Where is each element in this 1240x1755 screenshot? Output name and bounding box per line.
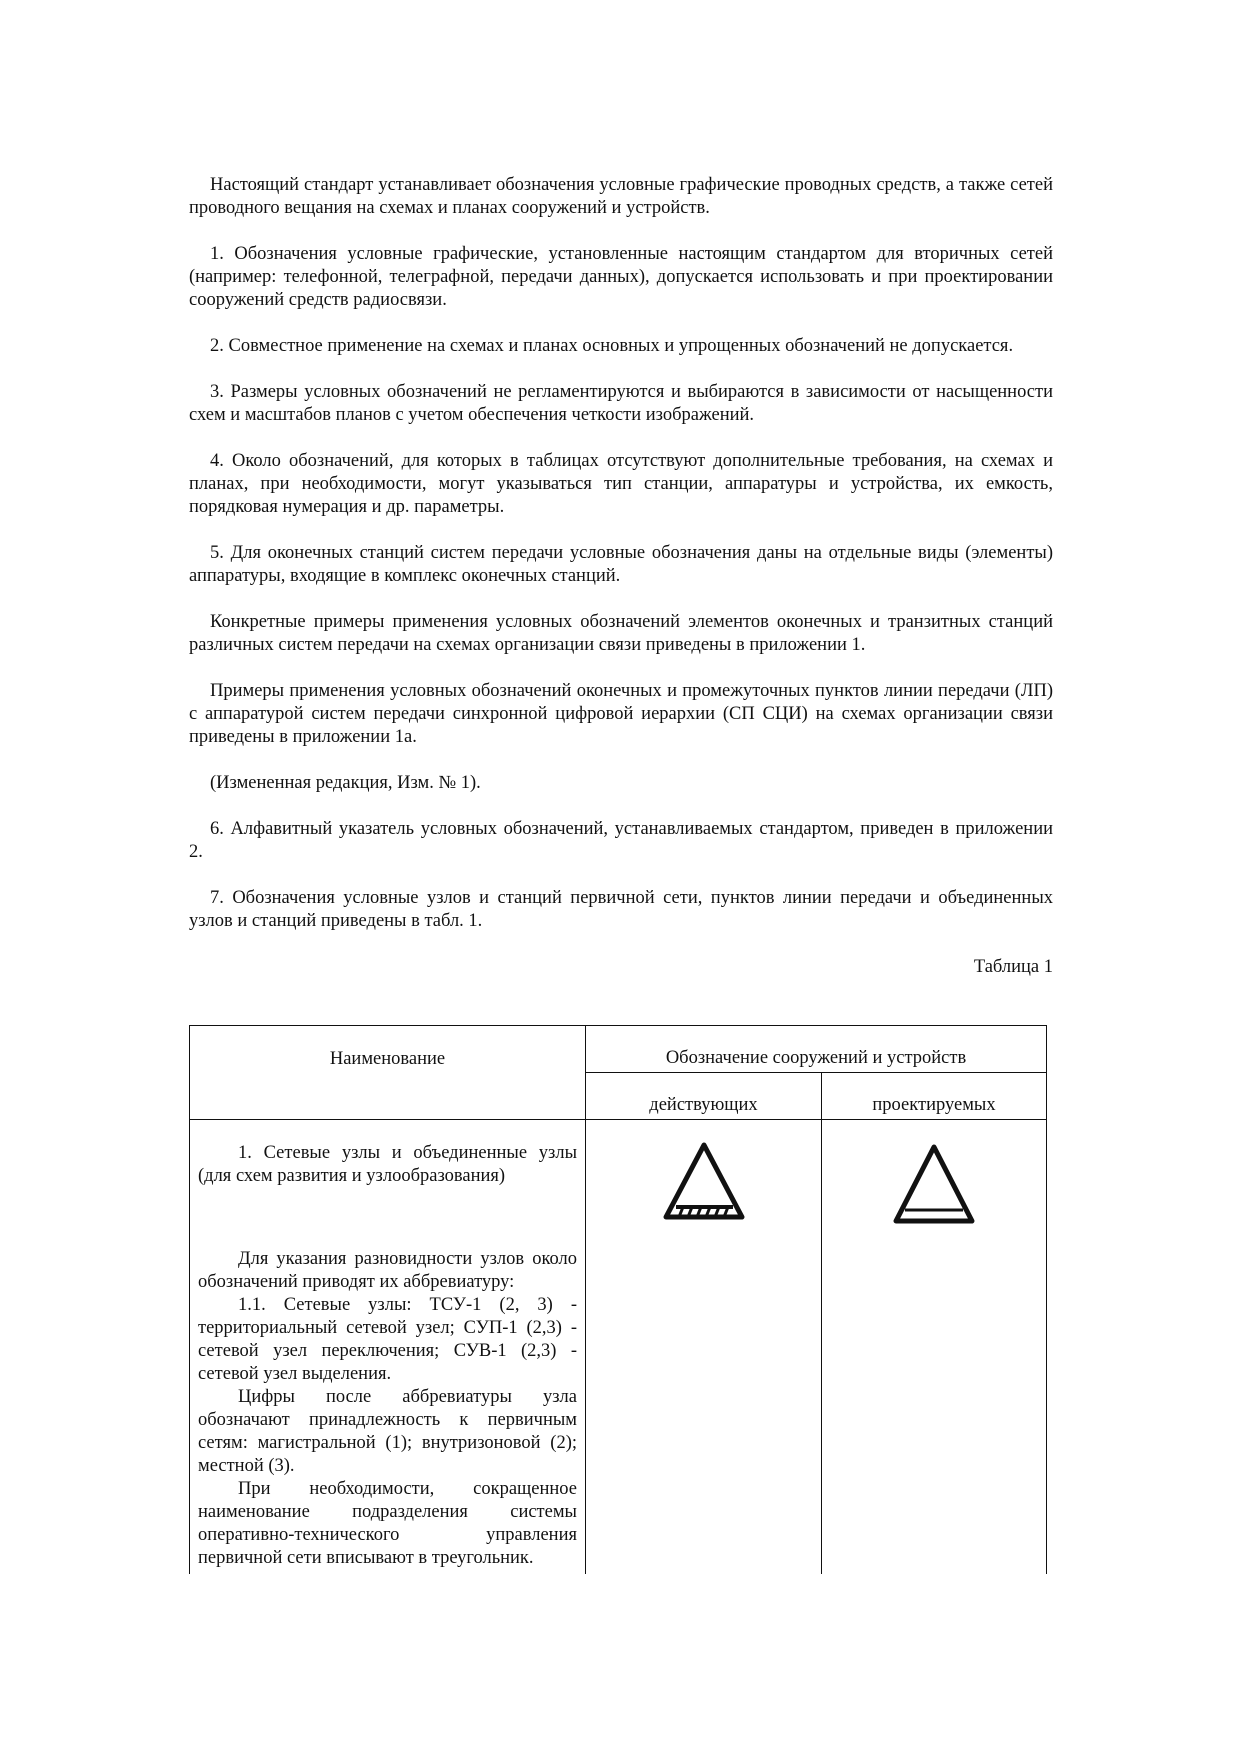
paragraph-2: 2. Совместное применение на схемах и планах основных и упрощенных обозначений не допускается.: [210, 336, 1014, 356]
paragraph-examples-sdh: Примеры применения условных обозначений оконечных и промежуточных пунктов линии передачи (ЛП) с аппаратурой систем передачи синхронной цифровой иерархии (СП СЦИ) на схемах организации связи приведены в приложении 1а.: [189, 681, 1053, 747]
row1-note: 1.1. Сетевые узлы: ТСУ-1 (2, 3) - территориальный сетевой узел; СУП-1 (2,3) - сетевой узел переключения; СУВ-1 (2,3) - сетевой узел выделения.: [198, 1295, 577, 1384]
existing-node-triangle-icon: [659, 1140, 749, 1230]
header-planned: проектируемых: [822, 1073, 1047, 1120]
paragraph-1: 1. Обозначения условные графические, установленные настоящим стандартом для вторичных сетей (например: телефонной, телеграфной, передачи данных), допускается использовать и при проектировании сооружений средств радиосвязи.: [189, 244, 1053, 310]
row1-note: Для указания разновидности узлов около обозначений приводят их аббревиатуру:: [198, 1249, 577, 1292]
table-row: [190, 1120, 1047, 1575]
table-caption: Таблица 1: [973, 957, 1053, 977]
symbols-table: [189, 1025, 1047, 1574]
paragraph-amendment: (Измененная редакция, Изм. № 1).: [210, 773, 481, 793]
paragraph-3: 3. Размеры условных обозначений не регламентируются и выбираются в зависимости от насыщенности схем и масштабов планов с учетом обеспечения четкости изображений.: [189, 382, 1053, 425]
paragraph-5: 5. Для оконечных станций систем передачи условные обозначения даны на отдельные виды (элементы) аппаратуры, входящие в комплекс оконечных станций.: [189, 543, 1053, 586]
document-body: [189, 174, 1053, 1002]
header-existing: действующих: [586, 1073, 822, 1120]
planned-node-triangle-icon: [889, 1142, 979, 1232]
row1-note: При необходимости, сокращенное наименование подразделения системы оперативно-технического управления первичной сети вписывают в треугольник.: [198, 1479, 577, 1568]
header-designation: Обозначение сооружений и устройств: [586, 1026, 1047, 1073]
paragraph-7: 7. Обозначения условные узлов и станций первичной сети, пунктов линии передачи и объединенных узлов и станций приведены в табл. 1.: [189, 888, 1053, 931]
header-name: Наименование: [190, 1026, 586, 1120]
paragraph-4: 4. Около обозначений, для которых в таблицах отсутствуют дополнительные требования, на схемах и планах, при необходимости, могут указываться тип станции, аппаратуры и устройства, их емкость, порядковая нумерация и др. параметры.: [189, 451, 1053, 517]
paragraph-6: 6. Алфавитный указатель условных обозначений, устанавливаемых стандартом, приведен в приложении 2.: [189, 819, 1053, 862]
row1-title: 1. Сетевые узлы и объединенные узлы (для схем развития и узлообразования): [198, 1143, 577, 1186]
paragraph-intro: Настоящий стандарт устанавливает обозначения условные графические проводных средств, а также сетей проводного вещания на схемах и планах сооружений и устройств.: [189, 175, 1053, 218]
row1-note: Цифры после аббревиатуры узла обозначают принадлежность к первичным сетям: магистральной (1); внутризоновой (2); местной (3).: [198, 1387, 577, 1476]
paragraph-examples: Конкретные примеры применения условных обозначений элементов оконечных и транзитных станций различных систем передачи на схемах организации связи приведены в приложении 1.: [189, 612, 1053, 655]
